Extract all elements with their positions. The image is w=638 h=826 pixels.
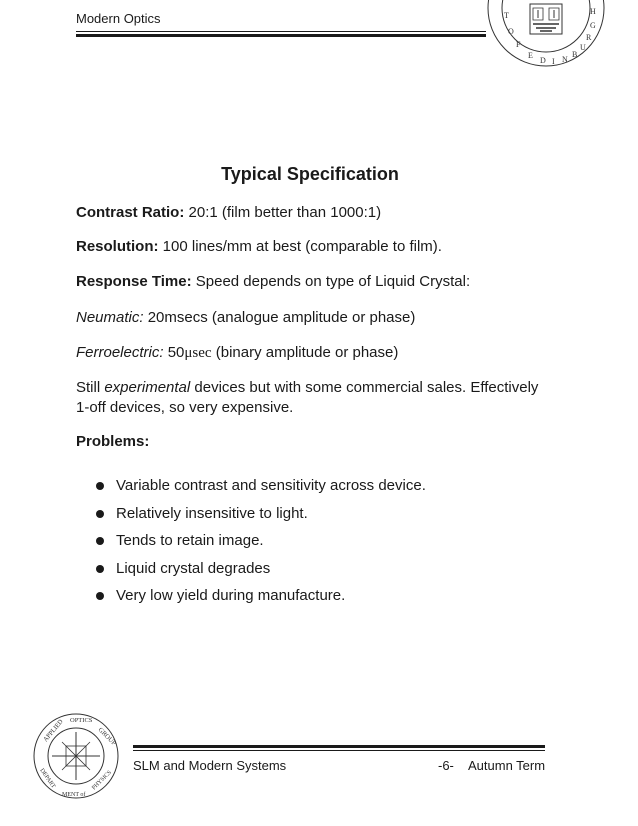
svg-text:MENT of: MENT of bbox=[62, 792, 86, 798]
footer-section-title: SLM and Modern Systems bbox=[133, 758, 287, 773]
spec-neumatic bbox=[76, 308, 415, 328]
svg-text:B: B bbox=[572, 50, 578, 59]
list-item bbox=[96, 504, 426, 532]
header-title: Modern Optics bbox=[76, 11, 161, 26]
svg-text:T: T bbox=[504, 11, 509, 20]
svg-text:I: I bbox=[552, 57, 555, 66]
svg-text:PHYSICS: PHYSICS bbox=[91, 769, 113, 792]
experimental-pre: Still bbox=[76, 379, 105, 396]
svg-text:GROUP: GROUP bbox=[96, 726, 118, 748]
list-item-text: Relatively insensitive to light. bbox=[116, 504, 308, 522]
ferro-label: Ferroelectric: bbox=[76, 344, 164, 361]
bullet-icon bbox=[96, 537, 104, 545]
applied-optics-group-logo bbox=[32, 712, 120, 800]
svg-text:N: N bbox=[562, 55, 568, 64]
resolution-value: 100 lines/mm at best (comparable to film). bbox=[158, 238, 442, 255]
footer-rule-thin bbox=[133, 750, 545, 751]
experimental-line2: 1-off devices, so very expensive. bbox=[76, 399, 294, 416]
university-seal-logo bbox=[486, 0, 606, 78]
svg-text:R: R bbox=[586, 33, 592, 42]
list-item bbox=[96, 586, 426, 614]
svg-text:F: F bbox=[516, 40, 521, 49]
list-item-text: Tends to retain image. bbox=[116, 532, 264, 549]
svg-text:U: U bbox=[580, 43, 586, 52]
footer-term: Autumn Term bbox=[468, 758, 546, 773]
footer-rule-thick bbox=[133, 745, 545, 748]
bullet-icon bbox=[96, 592, 104, 600]
svg-text:D: D bbox=[540, 56, 546, 65]
footer-page-number: -6- bbox=[438, 758, 454, 773]
svg-text:E: E bbox=[528, 51, 533, 60]
spec-contrast bbox=[76, 203, 381, 223]
resolution-label: Resolution: bbox=[76, 238, 159, 255]
list-item bbox=[96, 559, 426, 587]
experimental-paragraph bbox=[76, 378, 538, 418]
list-item-text: Very low yield during manufacture. bbox=[116, 587, 346, 604]
header-rule-thick bbox=[76, 34, 486, 37]
svg-text:DEPART: DEPART bbox=[38, 767, 57, 790]
response-label: Response Time: bbox=[76, 273, 192, 290]
problems-list bbox=[96, 476, 426, 614]
list-item-text: Variable contrast and sensitivity across device. bbox=[116, 477, 426, 494]
problems-heading-text: Problems: bbox=[76, 433, 150, 450]
list-item-text: Liquid crystal degrades bbox=[116, 559, 271, 577]
header-rule-thin bbox=[76, 31, 486, 32]
problems-heading bbox=[76, 432, 149, 452]
svg-text:OPTICS: OPTICS bbox=[70, 717, 93, 724]
ferro-value-rest: (binary amplitude or phase) bbox=[211, 344, 399, 361]
contrast-label: Contrast Ratio: bbox=[76, 204, 185, 221]
experimental-emph: experimental bbox=[104, 379, 191, 396]
svg-text:H: H bbox=[590, 7, 596, 16]
neumatic-label: Neumatic: bbox=[76, 309, 144, 326]
response-value: Speed depends on type of Liquid Crystal: bbox=[191, 273, 471, 290]
contrast-value: 20:1 (film better than 1000:1) bbox=[184, 204, 382, 221]
experimental-post: devices but with some commercial sales. Effectively bbox=[190, 379, 539, 396]
page-title: Typical Specification bbox=[221, 164, 399, 184]
bullet-icon bbox=[96, 482, 104, 490]
svg-text:O: O bbox=[508, 27, 514, 36]
list-item bbox=[96, 476, 426, 504]
neumatic-value: 20msecs (analogue amplitude or phase) bbox=[143, 309, 416, 326]
list-item bbox=[96, 531, 426, 559]
ferro-value-num: 50 bbox=[163, 344, 185, 361]
svg-text:G: G bbox=[590, 21, 596, 30]
spec-resolution bbox=[76, 237, 442, 257]
ferro-value-unit: μsec bbox=[184, 345, 212, 361]
bullet-icon bbox=[96, 510, 104, 518]
bullet-icon bbox=[96, 565, 104, 573]
spec-ferroelectric bbox=[76, 343, 398, 363]
spec-response bbox=[76, 272, 470, 292]
svg-text:APPLIED: APPLIED bbox=[42, 718, 65, 744]
